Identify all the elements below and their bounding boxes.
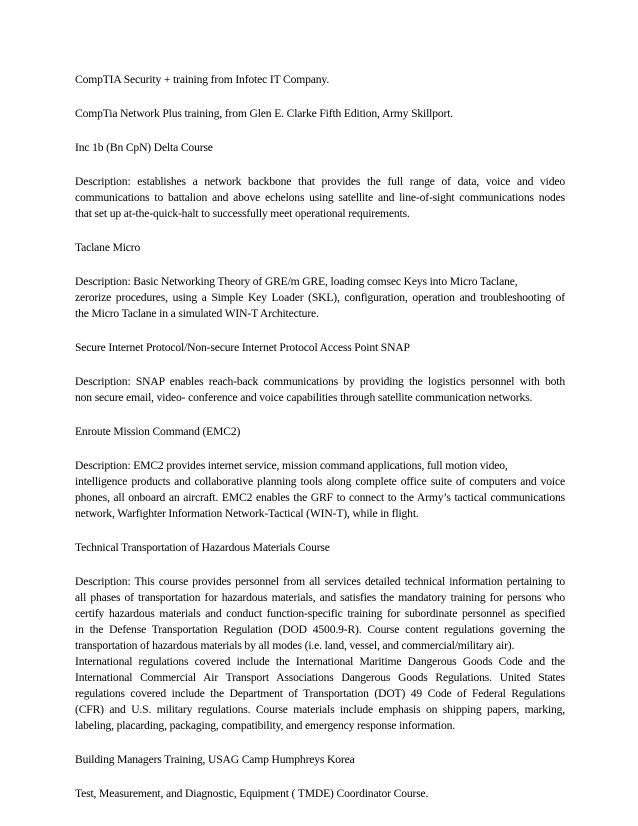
text-line: phones, all onboard an aircraft. EMC2 enables the GRF to connect to the Army’s tactical communications <box>75 491 565 504</box>
training-entry-comptia-security <box>75 72 565 88</box>
course-description-emc2 <box>75 458 565 522</box>
course-description-hazmat <box>75 574 565 734</box>
text-line: Secure Internet Protocol/Non-secure Internet Protocol Access Point SNAP <box>75 341 410 354</box>
course-title-taclane <box>75 240 565 256</box>
text-line: International Commercial Air Transport Associations Dangerous Goods Regulations. United States <box>75 671 565 684</box>
text-line: certify hazardous materials and conduct function-specific training for subordinate personnel as specified <box>75 607 565 620</box>
course-description-snap <box>75 374 565 406</box>
course-title-emc2 <box>75 424 565 440</box>
text-line: Description: establishes a network backbone that provides the full range of data, voice and video <box>75 175 565 188</box>
training-entry-comptia-network <box>75 106 565 122</box>
text-line: the Micro Taclane in a simulated WIN-T Architecture. <box>75 307 319 320</box>
course-title-hazmat <box>75 540 565 556</box>
text-line: regulations covered include the Department of Transportation (DOT) 49 Code of Federal Regulations <box>75 687 565 700</box>
text-line: all phases of transportation for hazardous materials, and satisfies the mandatory training for persons who <box>75 591 565 604</box>
text-line: network, Warfighter Information Network-Tactical (WIN-T), while in flight. <box>75 507 419 520</box>
text-line: zerorize procedures, using a Simple Key Loader (SKL), configuration, operation and troubleshooting of <box>75 291 565 304</box>
training-entry-building-managers <box>75 752 565 768</box>
text-line: Description: Basic Networking Theory of GRE/m GRE, loading comsec Keys into Micro Taclane, <box>75 275 518 288</box>
text-line: (CFR) and U.S. military regulations. Course materials include emphasis on shipping papers, marking, <box>75 703 565 716</box>
text-line: non secure email, video- conference and voice capabilities through satellite communication networks. <box>75 391 533 404</box>
text-line: that set up at-the-quick-halt to successfully meet operational requirements. <box>75 207 410 220</box>
resume-page <box>75 72 565 820</box>
course-description-inc1b <box>75 174 565 222</box>
text-line: Description: This course provides personnel from all services detailed technical information pertaining to <box>75 575 565 588</box>
text-line: CompTia Network Plus training, from Glen E. Clarke Fifth Edition, Army Skillport. <box>75 107 454 120</box>
training-entry-tmde <box>75 786 565 802</box>
text-line: Description: SNAP enables reach-back communications by providing the logistics personnel with both <box>75 375 565 388</box>
text-line: transportation of hazardous materials by all modes (i.e. land, vessel, and commercial/military air). <box>75 639 515 652</box>
text-line: Test, Measurement, and Diagnostic, Equipment ( TMDE) Coordinator Course. <box>75 787 429 800</box>
course-description-taclane <box>75 274 565 322</box>
text-line: Enroute Mission Command (EMC2) <box>75 425 241 438</box>
course-title-inc1b <box>75 140 565 156</box>
text-line: labeling, placarding, packaging, compatibility, and emergency response information. <box>75 719 456 732</box>
text-line: Description: EMC2 provides internet service, mission command applications, full motion video, <box>75 459 508 472</box>
text-line: CompTIA Security + training from Infotec IT Company. <box>75 73 330 86</box>
text-line: intelligence products and collaborative planning tools along complete office suite of computers and voice <box>75 475 565 488</box>
text-line: Inc 1b (Bn CpN) Delta Course <box>75 141 213 154</box>
text-line: in the Defense Transportation Regulation (DOD 4500.9-R). Course content regulations governing the <box>75 623 565 636</box>
text-line: Building Managers Training, USAG Camp Humphreys Korea <box>75 753 355 766</box>
text-line: Technical Transportation of Hazardous Materials Course <box>75 541 330 554</box>
text-line: Taclane Micro <box>75 241 141 254</box>
text-line: International regulations covered include the International Maritime Dangerous Goods Code and the <box>75 655 565 668</box>
text-line: communications to battalion and above echelons using satellite and line-of-sight communications nodes <box>75 191 565 204</box>
course-title-snap <box>75 340 565 356</box>
